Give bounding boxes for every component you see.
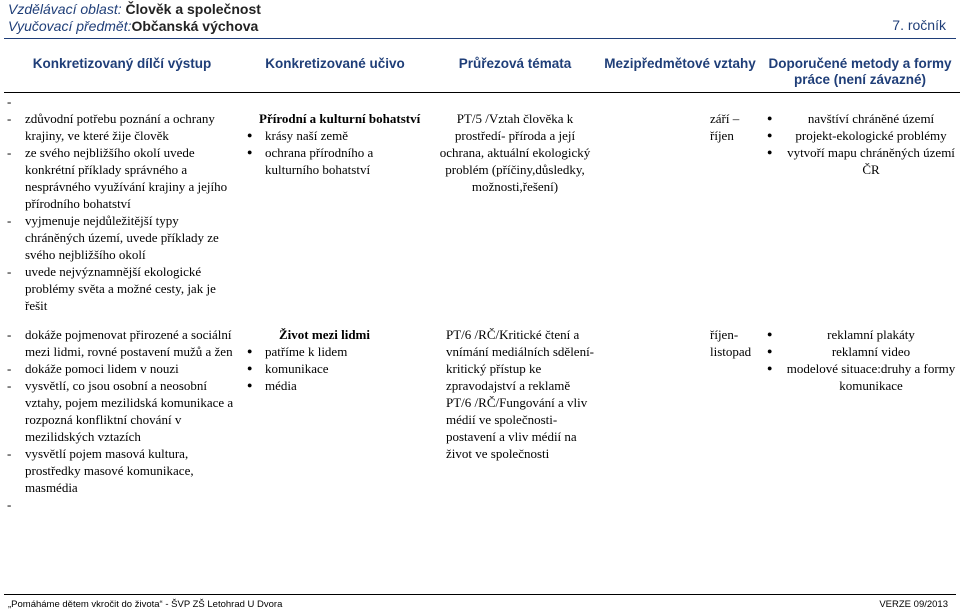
curriculum-table [4,54,960,513]
methods-cell [760,93,960,315]
cross-topics-cell: PT/6 /RČ/Kritické čtení a vnímání mediálních sdělení- kritický přístup ke zpravodajství a reklamě PT/6 /RČ/Fungování a vliv médií ve společnosti-postavení a vliv médií na život ve společnosti [446,327,595,461]
output-item: - zdůvodní potřebu poznání a ochrany krajiny, ve které žije člověk [7,110,237,144]
cross-topics-cell: PT/5 /Vztah člověka k prostředí- příroda a její ochrana, aktuální ekologický problém (příčiny,důsledky, možnosti,řešení) [439,111,591,194]
subject-area-value: Člověk a společnost [125,1,261,17]
content-item: ● ochrana přírodního a kulturního bohatství [243,144,427,178]
grade-label: 7. ročník [892,17,946,33]
subject-label: Vyučovací předmět: [8,18,132,34]
content-item: ● média [243,377,427,394]
topic-title: Život mezi lidmi [279,327,370,342]
col-header-outputs: Konkretizovaný dílčí výstup [4,54,240,93]
col-header-content: Konkretizované učivo [240,54,430,93]
subject [8,18,258,35]
methods-cell [760,314,960,513]
output-item: - dokáže pojmenovat přirozené a sociální mezi lidmi, rovné postavení mužů a žen [7,326,237,360]
content-item: ● krásy naší země [243,127,427,144]
content-item: ● patříme k lidem [243,343,427,360]
method-item: ● navštíví chráněné území [763,110,957,127]
footer-divider [4,594,956,595]
col-header-relations: Mezipředmětové vztahy [600,54,760,93]
content-item: ● komunikace [243,360,427,377]
timing-cell: září – říjen [710,111,740,143]
content-cell [240,93,430,315]
outputs-cell [4,93,240,315]
col-header-cross-topics: Průřezová témata [430,54,600,93]
subject-area [8,1,261,18]
output-item: - vysvětlí, co jsou osobní a neosobní vztahy, pojem mezilidská komunikace a rozpozná konfliktní chování v mezilidských vztazích [7,377,237,445]
output-item: - vyjmenuje nejdůležitější typy chráněných území, uvede příklady ze svého nejbližšího okolí [7,212,237,263]
output-item: - dokáže pomoci lidem v nouzi [7,360,237,377]
output-item: - vysvětlí pojem masová kultura, prostředky masové komunikace, masmédia [7,445,237,496]
outputs-cell [4,314,240,513]
col-header-methods: Doporučené metody a formy práce (není závazné) [760,54,960,93]
footer-version: VERZE 09/2013 [879,599,948,610]
method-item: ● modelové situace:druhy a formy komunikace [763,360,957,394]
output-item [7,93,237,110]
subject-value: Občanská výchova [131,18,259,34]
output-item: - ze svého nejbližšího okolí uvede konkrétní příklady správného a nesprávného využívání krajiny a jejího přírodního bohatství [7,144,237,212]
method-item: ● reklamní plakáty [763,326,957,343]
method-item: ● reklamní video [763,343,957,360]
topic-title: Přírodní a kulturní bohatství [259,111,421,126]
table-header-row [4,54,960,93]
output-item: - uvede nejvýznamnější ekologické problémy světa a možné cesty, jak je řešit [7,263,237,314]
header-divider [4,38,956,39]
table-row [4,314,960,513]
table-row [4,93,960,315]
timing-cell: říjen- listopad [710,327,752,359]
footer-school-text: „Pomáháme dětem vkročit do života“ - ŠVP ZŠ Letohrad U Dvora [8,599,283,610]
method-item: ● projekt-ekologické problémy [763,127,957,144]
output-item [7,496,237,513]
subject-area-label: Vzdělávací oblast: [8,1,126,17]
method-item: ● vytvoří mapu chráněných území ČR [763,144,957,178]
content-cell [240,314,430,513]
